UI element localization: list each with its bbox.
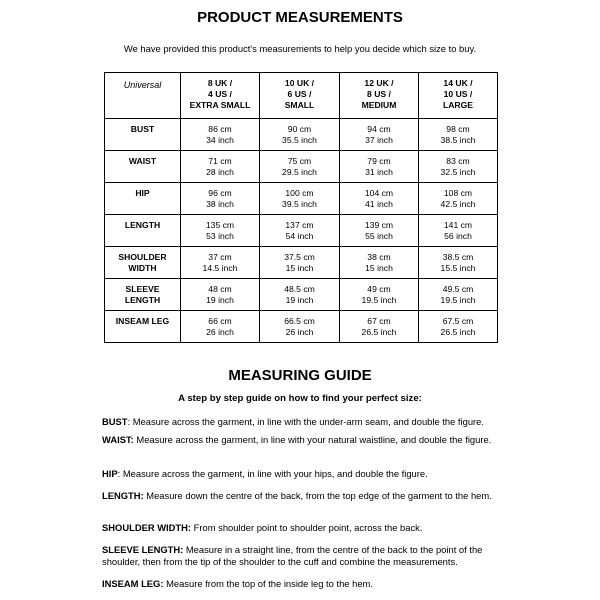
measurement-cell — [181, 215, 260, 247]
cm-value: 48.5 cm — [284, 284, 315, 294]
inch-value: 15 inch — [365, 263, 393, 273]
measurement-cell — [340, 151, 419, 183]
measurement-cell — [340, 311, 419, 343]
table-row — [105, 311, 498, 343]
inch-value: 34 inch — [206, 135, 234, 145]
measurement-cell — [181, 247, 260, 279]
guide-item — [102, 416, 502, 428]
measurement-cell — [181, 183, 260, 215]
cm-value: 100 cm — [285, 188, 314, 198]
guide-description: Measure across the garment, in line with your natural waistline, and double the figure. — [133, 434, 492, 445]
guide-item — [102, 578, 502, 590]
cm-value: 66.5 cm — [284, 316, 315, 326]
measurement-cell — [260, 247, 340, 279]
inch-value: 37 inch — [365, 135, 393, 145]
measurements-table — [104, 72, 498, 343]
size-header-line: 10 UK / — [284, 78, 315, 88]
row-label-line: WAIST — [128, 156, 157, 166]
cm-value: 104 cm — [364, 188, 394, 198]
measurement-cell — [260, 215, 340, 247]
cm-value: 38 cm — [367, 252, 391, 262]
cm-value: 90 cm — [287, 124, 312, 134]
guide-title: MEASURING GUIDE — [228, 367, 372, 384]
size-header-line: 8 US / — [367, 89, 391, 99]
cm-value: 135 cm — [205, 220, 235, 230]
size-header-line: SMALL — [284, 100, 315, 110]
cm-value: 49 cm — [367, 284, 391, 294]
guide-item — [102, 544, 502, 567]
table-row — [105, 279, 498, 311]
measurement-cell — [181, 311, 260, 343]
table-row — [105, 247, 498, 279]
measurement-cell — [260, 311, 340, 343]
inch-value: 15.5 inch — [440, 263, 476, 273]
guide-term: INSEAM LEG: — [102, 578, 164, 589]
guide-description: From shoulder point to shoulder point, across the back. — [191, 522, 423, 533]
cm-value: 48 cm — [208, 284, 232, 294]
measurement-cell — [419, 279, 498, 311]
row-label — [105, 151, 181, 183]
inch-value: 38.5 inch — [440, 135, 476, 145]
measurement-cell — [419, 311, 498, 343]
cm-value: 108 cm — [443, 188, 473, 198]
row-label — [105, 247, 181, 279]
inch-value: 39.5 inch — [282, 199, 317, 209]
row-label — [105, 311, 181, 343]
cm-value: 38.5 cm — [442, 252, 474, 262]
corner-cell — [105, 73, 181, 119]
guide-description: Measure down the centre of the back, from the top edge of the garment to the hem. — [143, 490, 492, 501]
size-header-line: 4 US / — [208, 89, 232, 99]
inch-value: 28 inch — [206, 167, 234, 177]
table-row — [105, 151, 498, 183]
table-row — [105, 215, 498, 247]
measurement-cell — [260, 151, 340, 183]
size-header — [419, 73, 498, 119]
guide-item — [102, 434, 502, 446]
inch-value: 26 inch — [206, 327, 234, 337]
row-label — [105, 119, 181, 151]
measurement-cell — [340, 279, 419, 311]
page-title: PRODUCT MEASUREMENTS — [197, 9, 403, 26]
inch-value: 19.5 inch — [361, 295, 397, 305]
row-label-line: SHOULDER — [118, 252, 167, 262]
cm-value: 137 cm — [285, 220, 314, 230]
guide-term: WAIST: — [102, 434, 134, 445]
guide-item — [102, 468, 502, 480]
intro-text: We have provided this product's measurements to help you decide which size to buy. — [123, 43, 477, 54]
guide-subtitle: A step by step guide on how to find your perfect size: — [178, 393, 422, 404]
inch-value: 31 inch — [365, 167, 393, 177]
inch-value: 53 inch — [206, 231, 234, 241]
row-label-line: LENGTH — [124, 220, 161, 230]
measurement-cell — [340, 183, 419, 215]
inch-value: 32.5 inch — [440, 167, 476, 177]
cm-value: 75 cm — [287, 156, 312, 166]
row-label-line: WIDTH — [128, 263, 157, 273]
size-header-line: 14 UK / — [443, 78, 473, 88]
table-header-row — [105, 73, 498, 119]
guide-term: LENGTH: — [102, 490, 144, 501]
table-row — [105, 119, 498, 151]
inch-value: 26 inch — [285, 327, 314, 337]
corner-label: Universal — [123, 80, 162, 90]
inch-value: 56 inch — [444, 231, 472, 241]
guide-term: SHOULDER WIDTH: — [102, 522, 192, 533]
inch-value: 41 inch — [365, 199, 393, 209]
size-header-line: EXTRA SMALL — [189, 100, 251, 110]
measurement-cell — [340, 215, 419, 247]
guide-term: HIP — [102, 468, 118, 479]
inch-value: 15 inch — [285, 263, 314, 273]
row-label-line: INSEAM LEG — [115, 316, 170, 326]
inch-value: 29.5 inch — [282, 167, 317, 177]
inch-value: 35.5 inch — [282, 135, 317, 145]
size-header-line: 8 UK / — [207, 78, 233, 88]
inch-value: 38 inch — [206, 199, 234, 209]
cm-value: 37.5 cm — [284, 252, 315, 262]
measurement-cell — [181, 151, 260, 183]
inch-value: 26.5 inch — [361, 327, 397, 337]
row-label — [105, 215, 181, 247]
row-label — [105, 279, 181, 311]
cm-value: 71 cm — [208, 156, 232, 166]
guide-description: Measure in a straight line, from the centre of the back to the point of the shoulder, then from the tip of the shoulder to the cuff and combine the measurements. — [102, 544, 483, 567]
measurement-cell — [419, 151, 498, 183]
size-header-line: 12 UK / — [364, 78, 394, 88]
guide-term: BUST — [102, 416, 128, 427]
cm-value: 86 cm — [208, 124, 232, 134]
guide-description: : Measure across the garment, in line with your hips, and double the figure. — [117, 468, 428, 479]
size-header — [260, 73, 340, 119]
cm-value: 66 cm — [208, 316, 232, 326]
cm-value: 49.5 cm — [442, 284, 474, 294]
size-header-line: 6 US / — [287, 89, 312, 99]
measurement-cell — [260, 119, 340, 151]
inch-value: 54 inch — [285, 231, 314, 241]
size-header-line: LARGE — [442, 100, 474, 110]
size-header-line: MEDIUM — [361, 100, 397, 110]
cm-value: 79 cm — [367, 156, 391, 166]
size-header — [181, 73, 260, 119]
cm-value: 67.5 cm — [442, 316, 474, 326]
inch-value: 55 inch — [365, 231, 393, 241]
size-header — [340, 73, 419, 119]
cm-value: 83 cm — [446, 156, 470, 166]
cm-value: 96 cm — [208, 188, 232, 198]
table-row — [105, 183, 498, 215]
cm-value: 98 cm — [446, 124, 470, 134]
inch-value: 26.5 inch — [440, 327, 476, 337]
measurement-cell — [260, 279, 340, 311]
row-label-line: LENGTH — [124, 295, 161, 305]
cm-value: 37 cm — [208, 252, 232, 262]
inch-value: 14.5 inch — [202, 263, 238, 273]
measurement-cell — [419, 215, 498, 247]
guide-description: : Measure across the garment, in line with the under-arm seam, and double the figure. — [127, 416, 484, 427]
guide-item — [102, 522, 502, 534]
cm-value: 141 cm — [443, 220, 473, 230]
measurement-cell — [340, 119, 419, 151]
measurement-cell — [340, 247, 419, 279]
guide-item — [102, 490, 502, 502]
cm-value: 94 cm — [367, 124, 391, 134]
row-label-line: BUST — [130, 124, 155, 134]
measurement-cell — [419, 247, 498, 279]
cm-value: 67 cm — [367, 316, 391, 326]
measurement-cell — [419, 119, 498, 151]
guide-description: Measure from the top of the inside leg to the hem. — [163, 578, 373, 589]
inch-value: 42.5 inch — [440, 199, 476, 209]
inch-value: 19 inch — [206, 295, 234, 305]
row-label-line: HIP — [135, 188, 150, 198]
measurement-cell — [181, 279, 260, 311]
size-header-line: 10 US / — [443, 89, 473, 99]
row-label-line: SLEEVE — [125, 284, 160, 294]
inch-value: 19.5 inch — [440, 295, 476, 305]
guide-term: SLEEVE LENGTH: — [102, 544, 184, 555]
measurement-cell — [419, 183, 498, 215]
measurement-cell — [181, 119, 260, 151]
inch-value: 19 inch — [285, 295, 314, 305]
row-label — [105, 183, 181, 215]
measurement-cell — [260, 183, 340, 215]
cm-value: 139 cm — [364, 220, 394, 230]
